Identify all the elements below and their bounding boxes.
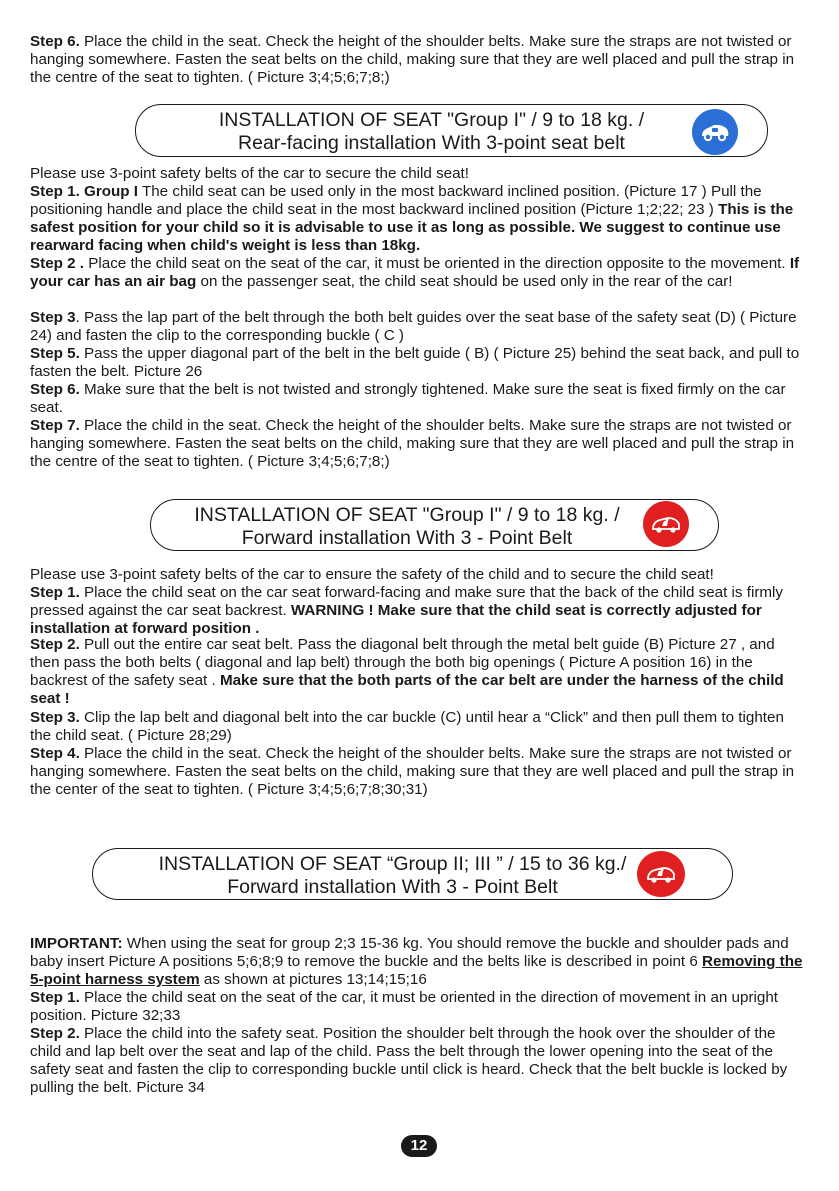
forward-facing-seat-icon	[637, 851, 685, 897]
section1-step6: Step 6. Make sure that the belt is not twisted and strongly tightened. Make sure the seat is fixed firmly on the car seat.	[30, 381, 786, 416]
section3-important: IMPORTANT: When using the seat for group 2;3 15-36 kg. You should remove the buckle and shoulder pads and baby insert Picture A positions 5;6;8;9 to remove the buckle and the belts like is described in point 6 Removing the 5-point harness system as shown at pictures 13;14;15;16	[30, 935, 803, 988]
section3-title-line1: INSTALLATION OF SEAT “Group II; III ” / 15 to 36 kg./	[158, 853, 627, 875]
section1-intro: Please use 3-point safety belts of the car to secure the child seat!	[30, 165, 469, 182]
section2-title-line1: INSTALLATION OF SEAT "Group I" / 9 to 18 kg. /	[194, 504, 620, 526]
section1-title-line2: Rear-facing installation With 3-point seat belt	[238, 132, 625, 154]
section1-step2: Step 2 . Place the child seat on the seat of the car, it must be oriented in the direction opposite to the movement. If your car has an air bag on the passenger seat, the child seat should be used only in the rear of the car!	[30, 255, 800, 290]
section2-title-line2: Forward installation With 3 - Point Belt	[241, 527, 573, 549]
section2-step4: Step 4. Place the child in the seat. Check the height of the shoulder belts. Make sure the straps are not twisted or hanging somewhere. Fasten the seat belts on the child, making sure that they are well placed and pull the strap in the center of the seat to tighten. ( Picture 3;4;5;6;7;8;30;31)	[30, 745, 795, 798]
rear-facing-car-icon	[692, 109, 738, 155]
section1-step1: Step 1. Group I The child seat can be used only in the most backward inclined position. (Picture 17 ) Pull the positioning handle and place the child seat in the most backward inclined position (Picture 1;2;22; 23 ) This is the safest position for your child so it is advisable to use it as long as possible. We suggest to continue use rearward facing when child's weight is less than 18kg.	[30, 183, 794, 254]
section1-title-line1: INSTALLATION OF SEAT "Group I" / 9 to 18 kg. /	[218, 109, 645, 131]
forward-facing-seat-icon	[643, 501, 689, 547]
section1-step3: Step 3. Pass the lap part of the belt through the both belt guides over the seat base of the safety seat (D) ( Picture 24) and fasten the clip to the corresponding buckle ( C )	[30, 309, 797, 344]
section3-step1: Step 1. Place the child seat on the seat of the car, it must be oriented in the direction of movement in an upright position. Picture 32;33	[30, 989, 778, 1024]
section2-intro: Please use 3-point safety belts of the car to ensure the safety of the child and to secure the child seat!	[30, 566, 714, 583]
section2-step1: Step 1. Place the child seat on the car seat forward-facing and make sure that the back of the child seat is firmly pressed against the car seat backrest. WARNING ! Make sure that the child seat is correctly adjusted for installation at forward position .	[30, 584, 784, 637]
section1-step5: Step 5. Pass the upper diagonal part of the belt in the belt guide ( B) ( Picture 25) behind the seat back, and pull to fasten the belt. Picture 26	[30, 345, 800, 380]
removing-harness-link: Removing the 5-point harness system	[30, 953, 803, 988]
page-number: 12	[401, 1135, 437, 1157]
section2-step2: Step 2. Pull out the entire car seat belt. Pass the diagonal belt through the metal belt guide (B) Picture 27 , and then pass the both belts ( diagonal and lap belt) through the both big openings ( Picture A position 16) in the backrest of the safety seat . Make sure that the both parts of the car belt are under the harness of the child seat !	[30, 636, 784, 707]
section3-title-line2: Forward installation With 3 - Point Belt	[227, 876, 558, 898]
section3-step2: Step 2. Place the child into the safety seat. Position the shoulder belt through the hook over the shoulder of the child and lap belt over the seat and lap of the child. Pass the belt through the lower opening into the seat of the safety seat and fasten the clip to corresponding buckle until click is heard. Check that the belt buckle is locked by pulling the belt. Picture 34	[30, 1025, 788, 1096]
step6-paragraph: Step 6. Place the child in the seat. Check the height of the shoulder belts. Make sure the straps are not twisted or hanging somewhere. Fasten the seat belts on the child, making sure that they are well placed and pull the strap in the centre of the seat to tighten. ( Picture 3;4;5;6;7;8;)	[30, 33, 795, 86]
section2-step3: Step 3. Clip the lap belt and diagonal belt into the car buckle (C) until hear a “Click” and then pull them to tighten the child seat. ( Picture 28;29)	[30, 709, 784, 744]
section2-banner	[150, 499, 719, 551]
section1-banner	[135, 104, 768, 157]
section1-step7: Step 7. Place the child in the seat. Check the height of the shoulder belts. Make sure the straps are not twisted or hanging somewhere. Fasten the seat belts on the child, making sure that they are well placed and pull the strap in the centre of the seat to tighten. ( Picture 3;4;5;6;7;8;)	[30, 417, 795, 470]
